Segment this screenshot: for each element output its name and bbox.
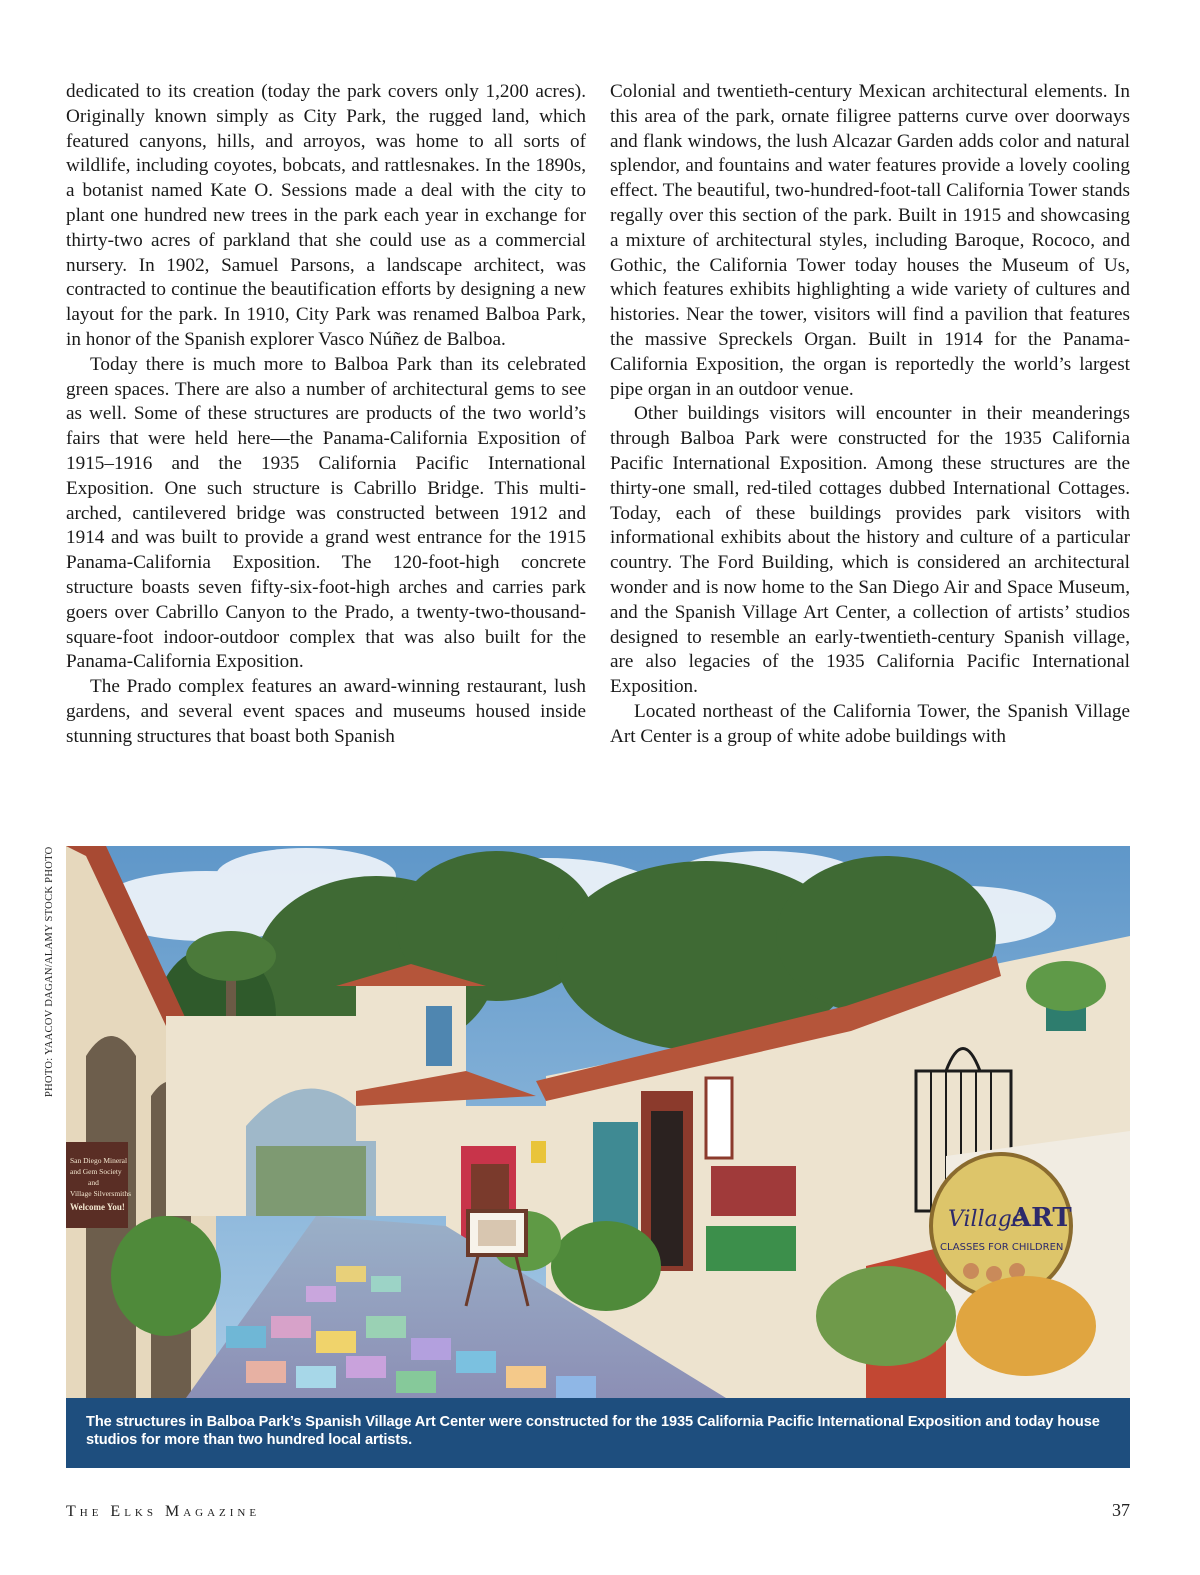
svg-text:Village: Village <box>948 1207 1025 1232</box>
svg-text:and Gem Society: and Gem Society <box>70 1167 122 1176</box>
article-column-right <box>610 80 1130 750</box>
svg-text:and: and <box>88 1178 99 1187</box>
paragraph: The Prado complex features an award-winning restaurant, lush gardens, and several event spaces and museums housed inside stunning structures that boast both Spanish <box>66 676 586 747</box>
svg-text:Welcome You!: Welcome You! <box>70 1202 125 1212</box>
article-column-left <box>66 80 586 750</box>
page-number: 37 <box>1112 1500 1130 1520</box>
svg-text:ART: ART <box>1011 1203 1072 1233</box>
paragraph: dedicated to its creation (today the park covers only 1,200 acres). Originally known simply as City Park, the rugged land, which featured canyons, hills, and arroyos, was home to all sorts of wildlife, including coyotes, bobcats, and rattlesnakes. In the 1890s, a botanist named Kate O. Sessions made a deal with the city to plant one hundred new trees in the park each year in exchange for thirty-two acres of parkland that she could use as a commercial nursery. In 1902, Samuel Parsons, a landscape architect, was contracted to continue the beautification efforts by designing a new layout for the park. In 1910, City Park was renamed Balboa Park, in honor of the Spanish explorer Vasco Núñez de Balboa. <box>66 81 586 350</box>
paragraph: Located northeast of the California Tower, the Spanish Village Art Center is a group of white adobe buildings with <box>610 700 1130 747</box>
photo-caption: The structures in Balboa Park’s Spanish Village Art Center were constructed for the 1935 California Pacific International Exposition and today house studios for more than two hundred local artists. <box>66 1398 1130 1468</box>
magazine-title: The Elks Magazine <box>66 1503 261 1520</box>
photo-spanish-village <box>66 846 1130 1398</box>
photo-credit: PHOTO: YAACOV DAGAN/ALAMY STOCK PHOTO <box>44 846 55 1097</box>
sign-village-art <box>931 1154 1072 1298</box>
paragraph: Today there is much more to Balboa Park than its celebrated green spaces. There are also a number of architectural gems to see as well. Some of these structures are products of the two world’s fairs that were held here—the Panama-California Exposition of 1915–1916 and the 1935 California Pacific International Exposition. One such structure is Cabrillo Bridge. This multi-arched, cantilevered bridge was constructed between 1912 and 1914 and was built to provide a grand west entrance for the 1915 Panama-California Exposition. The 120-foot-high concrete structure boasts seven fifty-six-foot-high arches and carries park goers over Cabrillo Canyon to the Prado, a twenty-two-thousand-square-foot indoor-outdoor complex that was also built for the Panama-California Exposition. <box>66 353 586 673</box>
svg-text:Village Silversmiths: Village Silversmiths <box>70 1189 132 1198</box>
svg-text:CLASSES FOR CHILDREN: CLASSES FOR CHILDREN <box>940 1242 1064 1253</box>
paragraph: Colonial and twentieth-century Mexican architectural elements. In this area of the park, ornate filigree patterns curve over doorways and flank windows, the lush Alcazar Garden adds color and natural splendor, and fountains and water features provide a lovely cooling effect. The beautiful, two-hundred-foot-tall California Tower stands regally over this section of the park. Built in 1915 and showcasing a mixture of architectural styles, including Baroque, Rococo, and Gothic, the California Tower today houses the Museum of Us, which features exhibits highlighting a wide variety of cultures and histories. Near the tower, visitors will find a pavilion that features the massive Spreckels Organ. Built in 1914 for the Panama-California Exposition, the organ is reportedly the world’s largest pipe organ in an outdoor venue. <box>610 81 1130 400</box>
svg-text:San Diego Mineral: San Diego Mineral <box>70 1156 128 1165</box>
paragraph: Other buildings visitors will encounter in their meanderings through Balboa Park were constructed for the 1935 California Pacific International Exposition. Among these structures are the thirty-one small, red-tiled cottages dubbed International Cottages. Today, each of these buildings provides park visitors with informational exhibits about the history and culture of a particular country. The Ford Building, which is considered an architectural wonder and is now home to the San Diego Air and Space Museum, and the Spanish Village Art Center, a collection of artists’ studios designed to resemble an early-twentieth-century Spanish village, are also legacies of the 1935 California Pacific International Exposition. <box>610 403 1130 698</box>
sign-mineral-society <box>66 1142 131 1228</box>
